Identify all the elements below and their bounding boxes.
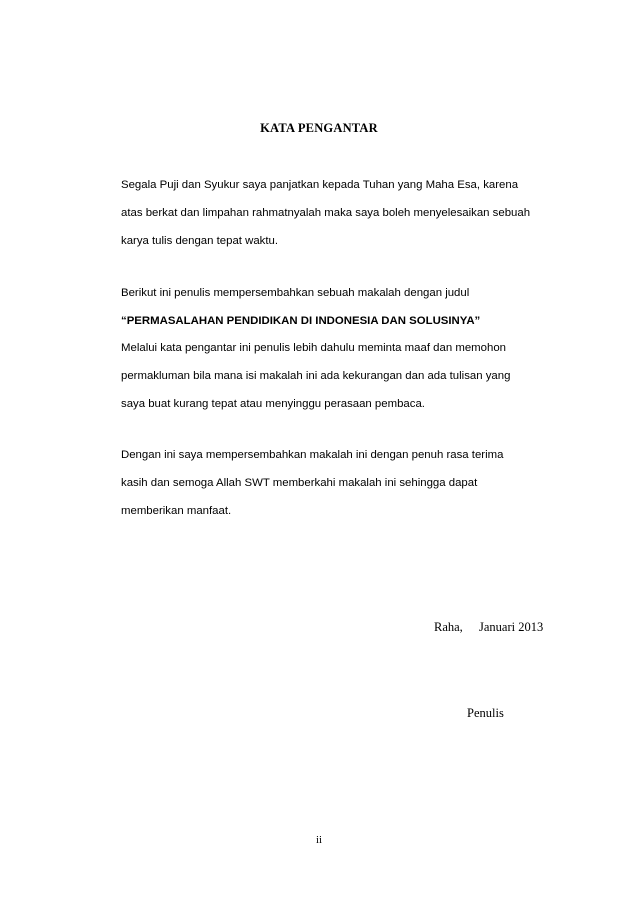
- page-title: KATA PENGANTAR: [260, 121, 378, 135]
- paragraph-1-line-2: atas berkat dan limpahan rahmatnyalah maka saya boleh menyelesaikan sebuah: [121, 207, 531, 219]
- signature-place: Raha,: [434, 620, 463, 634]
- paper-title: “PERMASALAHAN PENDIDIKAN DI INDONESIA DAN SOLUSINYA”: [121, 315, 481, 327]
- paragraph-3-line-1: Dengan ini saya mempersembahkan makalah ini dengan penuh rasa terima: [121, 449, 504, 461]
- signature-author: Penulis: [467, 706, 504, 720]
- paragraph-1-line-1: Segala Puji dan Syukur saya panjatkan kepada Tuhan yang Maha Esa, karena: [121, 179, 519, 191]
- paragraph-2-line-1: Berikut ini penulis mempersembahkan sebuah makalah dengan judul: [121, 287, 470, 299]
- paragraph-1-line-3: karya tulis dengan tepat waktu.: [121, 235, 279, 247]
- signature-date: Januari 2013: [479, 620, 544, 634]
- paragraph-3-line-3: memberikan manfaat.: [121, 505, 232, 517]
- page-number: ii: [315, 834, 323, 846]
- paragraph-2-line-5: saya buat kurang tepat atau menyinggu perasaan pembaca.: [121, 398, 425, 410]
- paragraph-2-line-3: Melalui kata pengantar ini penulis lebih dahulu meminta maaf dan memohon: [121, 342, 506, 354]
- paragraph-2-line-4: permakluman bila mana isi makalah ini ada kekurangan dan ada tulisan yang: [121, 370, 511, 382]
- paragraph-3-line-2: kasih dan semoga Allah SWT memberkahi makalah ini sehingga dapat: [121, 477, 478, 489]
